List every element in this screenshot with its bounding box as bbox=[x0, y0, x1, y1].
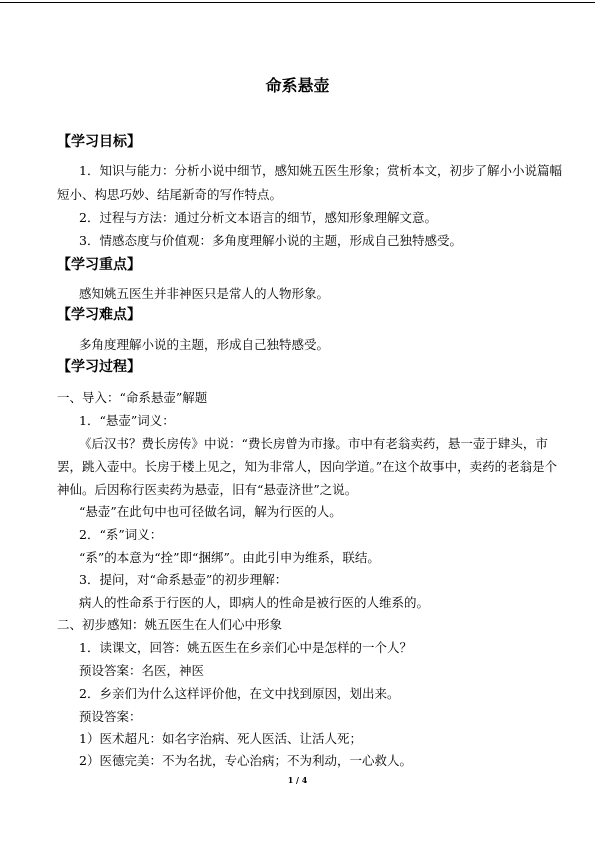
process-line: 《后汉书？费长房传》中说：“费长房曾为市掾。市中有老翁卖药，悬一壶于肆头，市 bbox=[79, 436, 548, 451]
process-line: 1）医术超凡：如名字治病、死人医活、让活人死； bbox=[79, 731, 362, 746]
key-points-heading: 【学习重点】 bbox=[57, 257, 141, 273]
process-line: 神仙。后因称行医卖药为悬壶，旧有“悬壶济世”之说。 bbox=[57, 482, 358, 497]
process-line: 一、导入：“命系悬壶”解题 bbox=[57, 390, 208, 405]
page-title: 命系悬壶 bbox=[265, 76, 330, 95]
goal-item-1-continued: 短小、构思巧妙、结尾新奇的写作特点。 bbox=[57, 187, 283, 202]
process-line: 罢，跳入壶中。长房于楼上见之，知为非常人，因向学道。”在这个故事中，卖药的老翁是个 bbox=[57, 459, 558, 474]
process-line: 预设答案：名医，神医 bbox=[79, 663, 205, 678]
process-line: 3．提问，对“命系悬壶”的初步理解： bbox=[79, 572, 288, 587]
process-line: “系”的本意为“拴”即“捆绑”。由此引申为维系，联结。 bbox=[79, 550, 380, 565]
process-line: 1．“悬壶”词义： bbox=[79, 413, 175, 428]
process-line: 2）医德完美：不为名扰，专心治病；不为利动，一心救人。 bbox=[79, 753, 412, 768]
goal-item-2: 2．过程与方法：通过分析文本语言的细节，感知形象理解文意。 bbox=[79, 210, 437, 225]
process-heading: 【学习过程】 bbox=[57, 359, 141, 375]
difficulties-heading: 【学习难点】 bbox=[57, 307, 141, 323]
process-line: 病人的性命系于行医的人，即病人的性命是被行医的人维系的。 bbox=[79, 595, 430, 610]
goal-item-3: 3．情感态度与价值观：多角度理解小说的主题，形成自己独特感受。 bbox=[79, 233, 462, 248]
process-line: 预设答案： bbox=[79, 709, 142, 724]
process-line: 1．读课文，回答：姚五医生在乡亲们心中是怎样的一个人？ bbox=[79, 640, 412, 655]
key-points-text: 感知姚五医生并非神医只是常人的人物形象。 bbox=[79, 286, 330, 301]
process-line: 二、初步感知：姚五医生在人们心中形象 bbox=[57, 617, 283, 632]
goal-item-1: 1．知识与能力：分析小说中细节，感知姚五医生形象；赏析本文，初步了解小小说篇幅 bbox=[79, 163, 562, 178]
process-line: 2．乡亲们为什么这样评价他，在文中找到原因，划出来。 bbox=[79, 686, 400, 701]
header-rule bbox=[0, 2, 595, 3]
goals-heading: 【学习目标】 bbox=[57, 134, 141, 150]
process-line: 2．“系”词义： bbox=[79, 527, 163, 542]
difficulties-text: 多角度理解小说的主题，形成自己独特感受。 bbox=[79, 337, 330, 352]
process-line: “悬壶”在此句中也可径做名词，解为行医的人。 bbox=[79, 504, 342, 519]
page-number: 1 / 4 bbox=[287, 775, 308, 785]
